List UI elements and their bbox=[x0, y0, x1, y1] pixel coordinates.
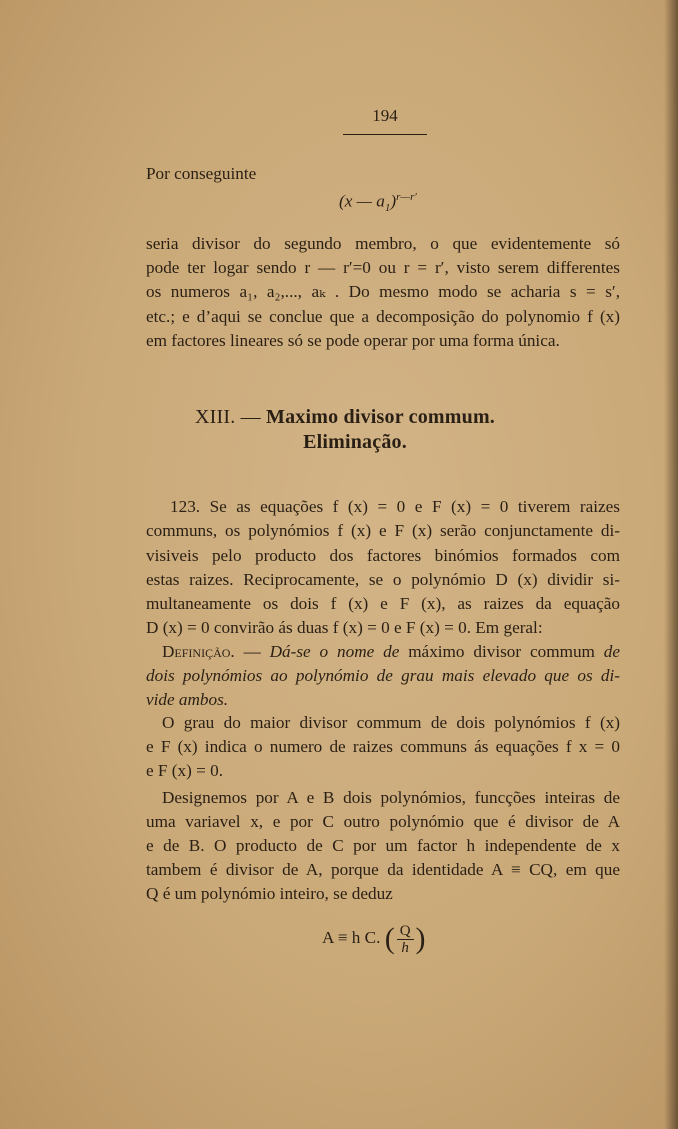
definition-line: Definição. — Dá-se o nome de máximo divisor commum de bbox=[162, 642, 621, 661]
formula-power: (x — $a_1)^{r—r'}$ bbox=[339, 191, 417, 215]
definition-line: vide ambos. bbox=[146, 690, 229, 709]
para1-line: pode ter logar sendo r — r′=0 ou r = r′, visto serem differentes bbox=[146, 258, 620, 277]
para4-line: Q é um polynómio inteiro, se deduz bbox=[146, 884, 393, 903]
para3-line: e F (x) indica o numero de raizes communs ás equações f x = 0 bbox=[146, 737, 620, 756]
para4-line: tambem é divisor de A, porque da identidade A ≡ CQ, em que bbox=[146, 860, 620, 879]
para2-line: D (x) = 0 convirão ás duas f (x) = 0 e F (x) = 0. Em geral: bbox=[146, 618, 543, 637]
para1-line: os numeros a₁, a₂,..., aₖ . Do mesmo modo se acharia s = s′, bbox=[146, 282, 620, 301]
para4-line: uma variavel x, e por C outro polynómio que é divisor de A bbox=[146, 812, 620, 831]
section-subtitle: Eliminação. bbox=[303, 431, 407, 453]
para4-line: e de B. O producto de C por um factor h independente de x bbox=[146, 836, 620, 855]
para1-line: em factores lineares só se pode operar por uma forma única. bbox=[146, 331, 560, 350]
para2-line: estas raizes. Reciprocamente, se o polynómio D (x) dividir si- bbox=[146, 570, 620, 589]
para4-line: Designemos por A e B dois polynómios, funcções inteiras de bbox=[162, 788, 620, 807]
intro-text: Por conseguinte bbox=[146, 164, 257, 183]
definition-line: dois polynómios ao polynómio de grau mais elevado que os di- bbox=[146, 666, 620, 685]
para1-line: etc.; e d’aqui se conclue que a decomposição do polynomio f (x) bbox=[146, 307, 620, 326]
para3-line: e F (x) = 0. bbox=[146, 761, 223, 780]
para2-line: communs, os polynómios f (x) e F (x) serão conjunctamente di- bbox=[146, 521, 620, 540]
section-heading bbox=[140, 406, 550, 429]
definition-label: Definição. bbox=[162, 642, 235, 661]
para2-line: visiveis pelo producto dos factores binómios formados com bbox=[146, 546, 620, 565]
section-number: XIII. — bbox=[194, 406, 261, 428]
fraction: $\frac{Q}{h}$ bbox=[397, 923, 414, 956]
para2-line: multaneamente os dois f (x) e F (x), as raizes da equação bbox=[146, 594, 620, 613]
page-number-rule bbox=[343, 134, 427, 135]
formula-identity: A ≡ h C. ( $\frac{Q}{h}$ ) bbox=[322, 922, 426, 956]
para1-line: seria divisor do segundo membro, o que evidentemente só bbox=[146, 234, 620, 253]
section-title: Maximo divisor commum. bbox=[266, 406, 496, 428]
page-edge-shadow bbox=[664, 0, 678, 1129]
page-number: 194 bbox=[372, 106, 398, 125]
para2-line: 123. Se as equações f (x) = 0 e F (x) = 0 tiverem raizes bbox=[170, 497, 620, 516]
para3-line: O grau do maior divisor commum de dois polynómios f (x) bbox=[162, 713, 620, 732]
